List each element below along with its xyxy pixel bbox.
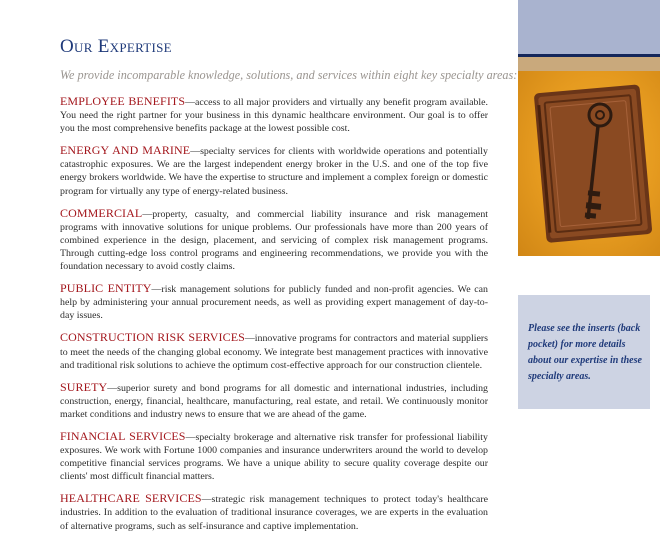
note-box <box>518 295 650 409</box>
note-text: Please see the inserts (back pocket) for more details about our expertise in these specialty areas. <box>528 323 642 382</box>
section-heading: COMMERCIAL <box>60 205 143 220</box>
section-body: —specialty brokerage and alternative risk transfer for professional liability exposures. We work with Fortune 1000 companies and insurance underwriters around the world to develop competitive financial services programs. We have a unique ability to secure quality coverage despite our clients' most difficult financial matters. <box>60 431 488 483</box>
subtitle: We provide incomparable knowledge, solutions, and services within eight key specialty areas: <box>60 68 518 82</box>
section-construction-risk <box>60 331 488 371</box>
section-body: —specialty services for clients with worldwide operations and potentially catastrophic exposures. We are the largest independent energy broker in the U.S. and one of the top five energy brokers worldwide. We have the expertise to structure and implement a complex foreign or domestic program for virtually any type of energy-related business. <box>60 146 488 197</box>
main-content <box>60 30 518 542</box>
section-body: —access to all major providers and virtually any benefit program available. You need the right partner for your business in this dynamic healthcare environment. Our goal is to offer you the most comprehensive benefits package at the lowest possible cost. <box>60 97 488 135</box>
section-heading: PUBLIC ENTITY <box>60 281 152 296</box>
section-heading: HEALTHCARE SERVICES <box>60 491 202 506</box>
section-body: —superior surety and bond programs for all domestic and international industries, including construction, energy, financial, healthcare, manufacturing, real estate, and retail. We continuously monitor market conditions and industry news to ensure that we are ahead of the game. <box>60 382 488 420</box>
book-key-illustration <box>518 71 660 256</box>
decorative-band-blue <box>518 0 660 54</box>
section-energy-and-marine <box>60 144 488 197</box>
section-body: —risk management solutions for publicly funded and non-profit agencies. We can help by administering your annual procurement needs, as well as providing expert management of day-to-day issues. <box>60 284 488 322</box>
section-heading: SURETY <box>60 379 108 394</box>
section-heading: FINANCIAL SERVICES <box>60 428 186 443</box>
section-heading: EMPLOYEE BENEFITS <box>60 94 186 108</box>
page-title: Our Expertise <box>60 36 172 57</box>
section-employee-benefits <box>60 95 488 135</box>
section-surety <box>60 381 488 421</box>
decorative-band-tan <box>518 57 660 71</box>
book-and-key-photo <box>518 71 660 256</box>
section-heading: ENERGY AND MARINE <box>60 143 191 158</box>
section-body: —property, casualty, and commercial liability insurance and risk management programs with innovative solutions for unique problems. Our professionals have more than 200 years of combined experience in the design, placement, and servicing of complex risk management programs. Through cutting-edge loss control programs and engineering recommendations, we provide you with the foundation necessary to avoid costly claims. <box>60 208 488 273</box>
section-public-entity <box>60 282 488 322</box>
section-financial-services <box>60 430 488 483</box>
section-body: —strategic risk management techniques to protect today's healthcare industries. In addition to the evaluation of traditional insurance coverages, we are experts in the evaluation of alternative programs, such as self-insurance and captive implementation. <box>60 494 488 532</box>
section-body: —innovative programs for contractors and material suppliers to meet the needs of the changing global economy. We integrate best management practices with innovative and traditional risk solutions to achieve the optimum cost-effective approach for our construction clientele. <box>60 333 488 371</box>
section-heading: CONSTRUCTION RISK SERVICES <box>60 330 245 345</box>
section-commercial <box>60 207 488 273</box>
sidebar <box>518 0 660 513</box>
section-healthcare-services <box>60 492 488 532</box>
